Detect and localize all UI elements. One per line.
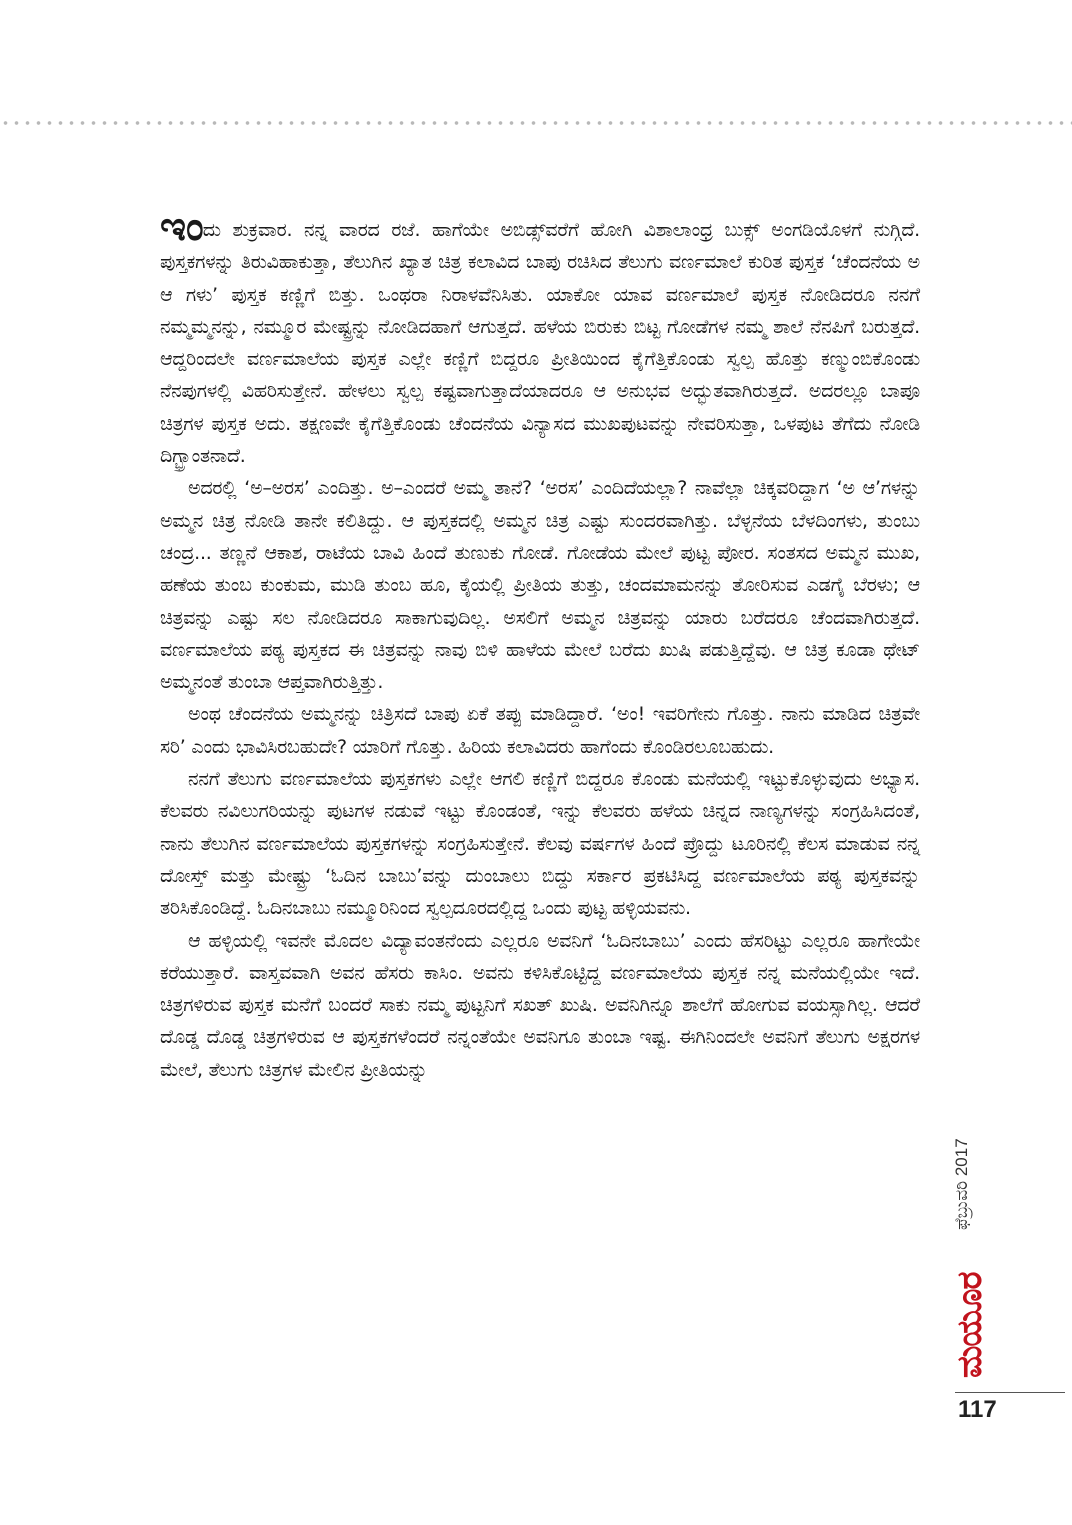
- paragraph-1: [160, 204, 920, 472]
- issue-date: ಫೆಬ್ರುವರಿ 2017: [952, 1138, 971, 1230]
- folio-rule: [955, 1392, 1065, 1393]
- paragraph-2: ಅದರಲ್ಲಿ ‘ಅ–ಅರಸ’ ಎಂದಿತ್ತು. ಅ–ಎಂದರೆ ಅಮ್ಮ ತಾನೆ? ‘ಅರಸ’ ಎಂದಿದೆಯಲ್ಲಾ? ನಾವೆಲ್ಲಾ ಚಿಕ್ಕವರಿದ್ದಾಗ ‘ಅ ಆ’ಗಳನ್ನು ಅಮ್ಮನ ಚಿತ್ರ ನೋಡಿ ತಾನೇ ಕಲಿತಿದ್ದು. ಆ ಪುಸ್ತಕದಲ್ಲಿ ಅಮ್ಮನ ಚಿತ್ರ ಎಷ್ಟು ಸುಂದರವಾಗಿತ್ತು. ಬೆಳ್ಳನೆಯ ಬೆಳದಿಂಗಳು, ತುಂಬು ಚಂದ್ರ... ತಣ್ಣನೆ ಆಕಾಶ, ರಾಟೆಯ ಬಾವಿ ಹಿಂದೆ ತುಣುಕು ಗೋಡೆ. ಗೋಡೆಯ ಮೇಲೆ ಪುಟ್ಟ ಪೋರ. ಸಂತಸದ ಅಮ್ಮನ ಮುಖ, ಹಣೆಯ ತುಂಬ ಕುಂಕುಮ, ಮುಡಿ ತುಂಬ ಹೂ, ಕೈಯಲ್ಲಿ ಪ್ರೀತಿಯ ತುತ್ತು, ಚಂದಮಾಮನನ್ನು ತೋರಿಸುವ ಎಡಗೈ ಬೆರಳು; ಆ ಚಿತ್ರವನ್ನು ಎಷ್ಟು ಸಲ ನೋಡಿದರೂ ಸಾಕಾಗುವುದಿಲ್ಲ. ಅಸಲಿಗೆ ಅಮ್ಮನ ಚಿತ್ರವನ್ನು ಯಾರು ಬರೆದರೂ ಚೆಂದವಾಗಿರುತ್ತದೆ. ವರ್ಣಮಾಲೆಯ ಪಠ್ಯ ಪುಸ್ತಕದ ಈ ಚಿತ್ರವನ್ನು ನಾವು ಬಿಳಿ ಹಾಳೆಯ ಮೇಲೆ ಬರೆದು ಖುಷಿ ಪಡುತ್ತಿದ್ದೆವು. ಆ ಚಿತ್ರ ಕೂಡಾ ಥೇಟ್ ಅಮ್ಮನಂತೆ ತುಂಬಾ ಆಪ್ತವಾಗಿರುತ್ತಿತ್ತು.: [160, 477, 920, 694]
- paragraph-5: ಆ ಹಳ್ಳಿಯಲ್ಲಿ ಇವನೇ ಮೊದಲ ವಿದ್ಯಾವಂತನೆಂದು ಎಲ್ಲರೂ ಅವನಿಗೆ ‘ಓದಿನಬಾಬು’ ಎಂದು ಹೆಸರಿಟ್ಟು ಎಲ್ಲರೂ ಹಾಗೇಯೇ ಕರೆಯುತ್ತಾರೆ. ವಾಸ್ತವವಾಗಿ ಅವನ ಹೆಸರು ಕಾಸಿಂ. ಅವನು ಕಳಿಸಿಕೊಟ್ಟಿದ್ದ ವರ್ಣಮಾಲೆಯ ಪುಸ್ತಕ ನನ್ನ ಮನೆಯಲ್ಲಿಯೇ ಇದೆ. ಚಿತ್ರಗಳಿರುವ ಪುಸ್ತಕ ಮನೆಗೆ ಬಂದರೆ ಸಾಕು ನಮ್ಮ ಪುಟ್ಟನಿಗೆ ಸಖತ್ ಖುಷಿ. ಅವನಿಗಿನ್ನೂ ಶಾಲೆಗೆ ಹೋಗುವ ವಯಸ್ಸಾಗಿಲ್ಲ. ಆದರೆ ದೊಡ್ಡ ದೊಡ್ಡ ಚಿತ್ರಗಳಿರುವ ಆ ಪುಸ್ತಕಗಳೆಂದರೆ ನನ್ನಂತೆಯೇ ಅವನಿಗೂ ತುಂಬಾ ಇಷ್ಟ. ಈಗಿನಿಂದಲೇ ಅವನಿಗೆ ತೆಲುಗು ಅಕ್ಷರಗಳ ಮೇಲೆ, ತೆಲುಗು ಚಿತ್ರಗಳ ಮೇಲಿನ ಪ್ರೀತಿಯನ್ನು: [160, 929, 920, 1081]
- drop-cap: ಇಂ: [160, 204, 203, 250]
- paragraph-3: ಅಂಥ ಚೆಂದನೆಯ ಅಮ್ಮನನ್ನು ಚಿತ್ರಿಸದೆ ಬಾಪು ಏಕೆ ತಪ್ಪು ಮಾಡಿದ್ದಾರೆ. ‘ಅಂ! ಇವರಿಗೇನು ಗೊತ್ತು. ನಾನು ಮಾಡಿದ ಚಿತ್ರವೇ ಸರಿ’ ಎಂದು ಭಾವಿಸಿರಬಹುದೇ? ಯಾರಿಗೆ ಗೊತ್ತು. ಹಿರಿಯ ಕಲಾವಿದರು ಹಾಗೆಂದು ಕೊಂಡಿರಲೂಬಹುದು.: [160, 703, 920, 758]
- paragraph-4: ನನಗೆ ತೆಲುಗು ವರ್ಣಮಾಲೆಯ ಪುಸ್ತಕಗಳು ಎಲ್ಲೇ ಆಗಲಿ ಕಣ್ಣಿಗೆ ಬಿದ್ದರೂ ಕೊಂಡು ಮನೆಯಲ್ಲಿ ಇಟ್ಟುಕೊಳ್ಳುವುದು ಅಭ್ಯಾಸ. ಕೆಲವರು ನವಿಲುಗರಿಯನ್ನು ಪುಟಗಳ ನಡುವೆ ಇಟ್ಟು ಕೊಂಡಂತೆ, ಇನ್ನು ಕೆಲವರು ಹಳೆಯ ಚಿನ್ನದ ನಾಣ್ಯಗಳನ್ನು ಸಂಗ್ರಹಿಸಿದಂತೆ, ನಾನು ತೆಲುಗಿನ ವರ್ಣಮಾಲೆಯ ಪುಸ್ತಕಗಳನ್ನು ಸಂಗ್ರಹಿಸುತ್ತೇನೆ. ಕೆಲವು ವರ್ಷಗಳ ಹಿಂದೆ ಪ್ರೊದ್ದು ಟೂರಿನಲ್ಲಿ ಕೆಲಸ ಮಾಡುವ ನನ್ನ ದೋಸ್ತ್ ಮತ್ತು ಮೇಷ್ಟ್ರು ‘ಓದಿನ ಬಾಬು’ವನ್ನು ದುಂಬಾಲು ಬಿದ್ದು ಸರ್ಕಾರ ಪ್ರಕಟಿಸಿದ್ದ ವರ್ಣಮಾಲೆಯ ಪಠ್ಯ ಪುಸ್ತಕವನ್ನು ತರಿಸಿಕೊಂಡಿದ್ದೆ. ಓದಿನಬಾಬು ನಮ್ಮೂರಿನಿಂದ ಸ್ವಲ್ಪದೂರದಲ್ಲಿದ್ದ ಒಂದು ಪುಟ್ಟ ಹಳ್ಳಿಯವನು.: [160, 768, 920, 920]
- article-body: [160, 204, 920, 1086]
- dotted-top-rule: [0, 120, 1072, 126]
- magazine-logo: ಮಯೂರ: [950, 1272, 990, 1378]
- paragraph-1-text: ದು ಶುಕ್ರವಾರ. ನನ್ನ ವಾರದ ರಜೆ. ಹಾಗೆಯೇ ಅಬಿಡ್ಸ್‌ವರೆಗೆ ಹೋಗಿ ವಿಶಾಲಾಂಧ್ರ ಬುಕ್ಸ್ ಅಂಗಡಿಯೊಳಗೆ ನುಗ್ಗಿದೆ. ಪುಸ್ತಕಗಳನ್ನು ತಿರುವಿಹಾಕುತ್ತಾ, ತೆಲುಗಿನ ಖ್ಯಾತ ಚಿತ್ರ ಕಲಾವಿದ ಬಾಪು ರಚಿಸಿದ ತೆಲುಗು ವರ್ಣಮಾಲೆ ಕುರಿತ ಪುಸ್ತಕ ‘ಚೆಂದನೆಯ ಅ ಆ ಗಳು’ ಪುಸ್ತಕ ಕಣ್ಣಿಗೆ ಬಿತ್ತು. ಒಂಥರಾ ನಿರಾಳವೆನಿಸಿತು. ಯಾಕೋ ಯಾವ ವರ್ಣಮಾಲೆ ಪುಸ್ತಕ ನೋಡಿದರೂ ನನಗೆ ನಮ್ಮಮ್ಮನನ್ನು, ನಮ್ಮೂರ ಮೇಷ್ಟ್ರನ್ನು ನೋಡಿದಹಾಗೆ ಆಗುತ್ತದೆ. ಹಳೆಯ ಬಿರುಕು ಬಿಟ್ಟ ಗೋಡೆಗಳ ನಮ್ಮ ಶಾಲೆ ನೆನಪಿಗೆ ಬರುತ್ತದೆ. ಆದ್ದರಿಂದಲೇ ವರ್ಣಮಾಲೆಯ ಪುಸ್ತಕ ಎಲ್ಲೇ ಕಣ್ಣಿಗೆ ಬಿದ್ದರೂ ಪ್ರೀತಿಯಿಂದ ಕೈಗೆತ್ತಿಕೊಂಡು ಸ್ವಲ್ಪ ಹೊತ್ತು ಕಣ್ಮುಂಬಿಕೊಂಡು ನೆನಪುಗಳಲ್ಲಿ ವಿಹರಿಸುತ್ತೇನೆ. ಹೇಳಲು ಸ್ವಲ್ಪ ಕಷ್ಟವಾಗುತ್ತಾದೆಯಾದರೂ ಆ ಅನುಭವ ಅದ್ಭುತವಾಗಿರುತ್ತದೆ. ಅದರಲ್ಲೂ ಬಾಪೂ ಚಿತ್ರಗಳ ಪುಸ್ತಕ ಅದು. ತಕ್ಷಣವೇ ಕೈಗೆತ್ತಿಕೊಂಡು ಚೆಂದನೆಯ ವಿನ್ಯಾಸದ ಮುಖಪುಟವನ್ನು ನೇವರಿಸುತ್ತಾ, ಒಳಪುಟ ತೆಗೆದು ನೋಡಿ ದಿಗ್ಭ್ರಾಂತನಾದೆ.: [160, 219, 920, 468]
- page-number: 117: [958, 1396, 997, 1423]
